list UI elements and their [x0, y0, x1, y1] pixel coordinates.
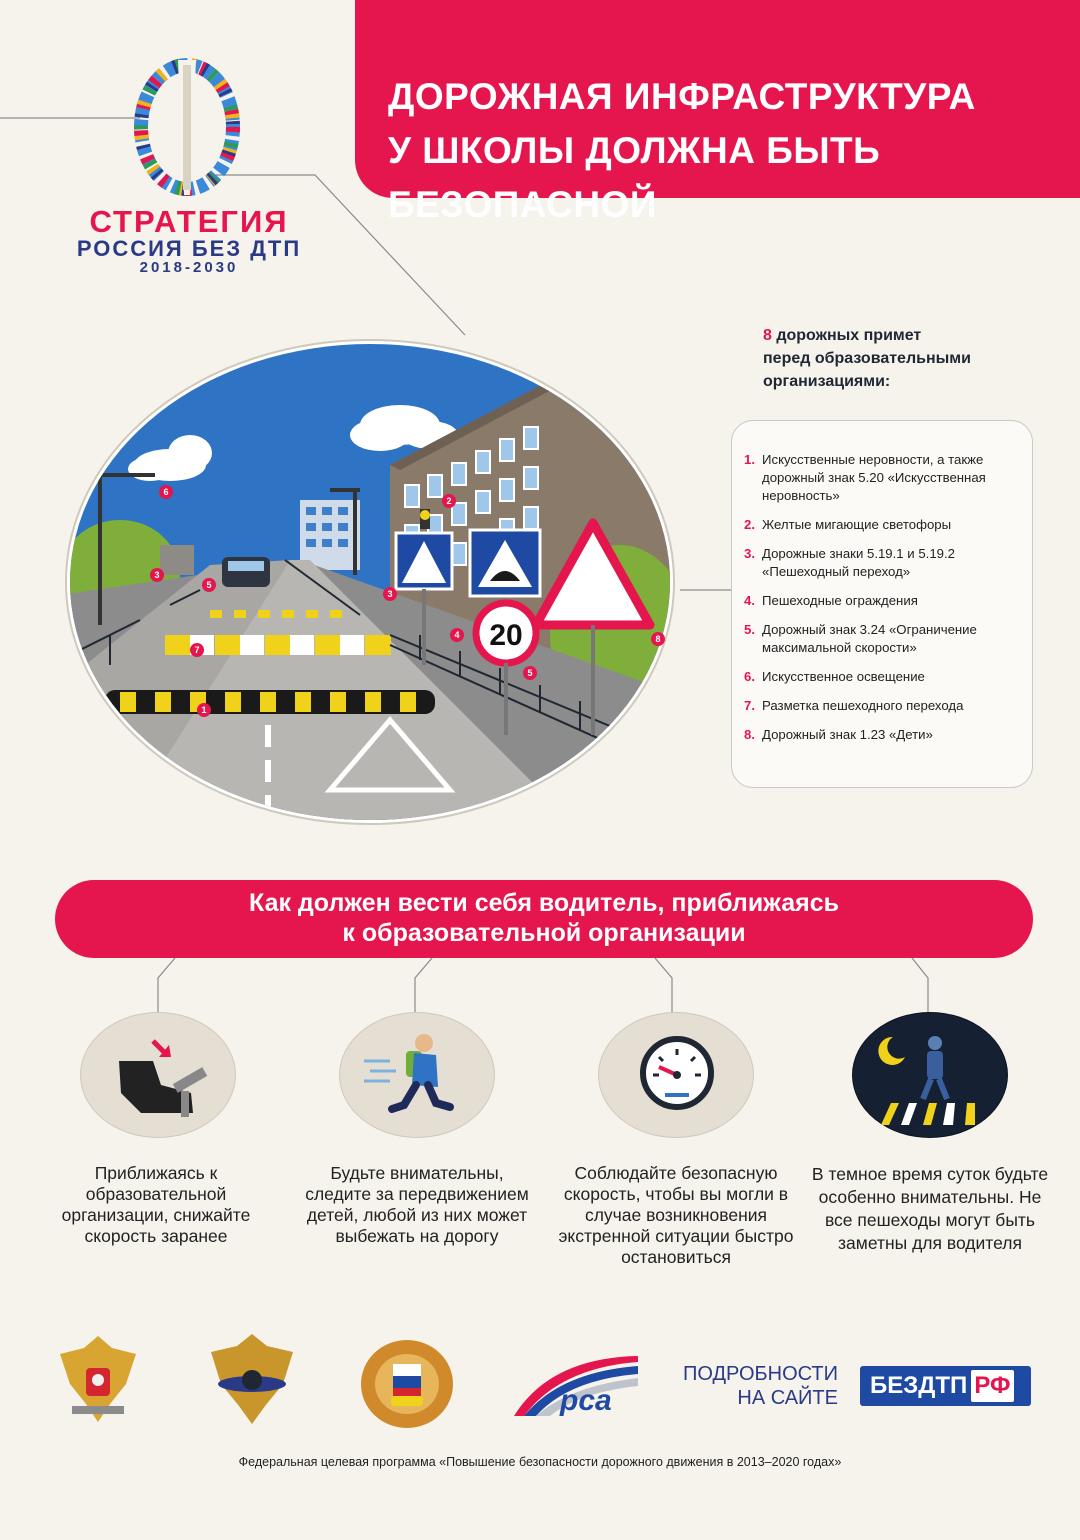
- logo-russia-text: РОССИЯ БЕЗ ДТП: [76, 236, 302, 261]
- list-item: 3. Дорожные знаки 5.19.1 и 5.19.2 «Пешеходный переход»: [744, 546, 956, 579]
- list-item: 6. Искусственное освещение: [744, 669, 925, 684]
- svg-text:6: 6: [163, 487, 169, 497]
- svg-text:3: 3: [387, 589, 393, 599]
- svg-text:8: 8: [655, 634, 661, 644]
- list-item: 5. Дорожный знак 3.24 «Ограничение максимальной скорости»: [744, 622, 977, 655]
- list-item: 1. Искусственные неровности, а также дорожный знак 5.20 «Искусственная неровность»: [744, 452, 986, 503]
- logo-years-text: 2018-2030: [139, 259, 239, 276]
- signs-count: 8: [763, 327, 772, 344]
- title-line-2: У ШКОЛЫ ДОЛЖНА БЫТЬ БЕЗОПАСНОЙ: [388, 130, 881, 225]
- transport-ministry-emblem-icon: [205, 1328, 300, 1428]
- running-child-icon: [339, 1012, 495, 1138]
- svg-text:1: 1: [201, 705, 207, 715]
- foot-brake-icon: [80, 1012, 236, 1138]
- tip-slow-down-text: Приближаясь к образовательной организации, снижайте скорость заранее: [61, 1163, 251, 1246]
- tip-night-text: В темное время суток будьте особенно внимательны. Не все пешеходы могут быть заметны для водителя: [811, 1164, 1049, 1253]
- rsa-logo: [510, 1352, 640, 1418]
- strategy-logo-mark: [130, 55, 245, 200]
- list-item: 7. Разметка пешеходного перехода: [744, 698, 964, 713]
- signs-intro: [763, 324, 1023, 393]
- more-info-label: ПОДРОБНОСТИ НА САЙТЕ: [683, 1363, 838, 1409]
- signs-list: [731, 420, 1033, 788]
- traffic-police-emblem-icon: [357, 1338, 457, 1430]
- tip-safe-speed-text: Соблюдайте безопасную скорость, чтобы вы могли в случае возникновения экстренной ситуации быстро остановиться: [558, 1163, 794, 1267]
- speed-limit-value: 20: [489, 619, 523, 652]
- ministry-emblem-icon: [52, 1328, 144, 1428]
- night-pedestrian-icon: [852, 1012, 1008, 1138]
- signs-intro-line-3: организациями:: [763, 373, 891, 390]
- program-footnote: Федеральная целевая программа «Повышение безопасности дорожного движения в 2013–2020 годах»: [238, 1455, 842, 1469]
- svg-text:3: 3: [154, 570, 160, 580]
- tip-watch-children-text: Будьте внимательны, следите за передвижением детей, любой из них может выбежать на дорогу: [305, 1163, 529, 1246]
- speedometer-icon: [598, 1012, 754, 1138]
- site-domain-rf: РФ: [971, 1370, 1013, 1402]
- svg-text:7: 7: [194, 645, 200, 655]
- title-line-1: ДОРОЖНАЯ ИНФРАСТРУКТУРА: [388, 76, 976, 117]
- svg-text:5: 5: [206, 580, 212, 590]
- rsa-logo-text: рса: [560, 1384, 612, 1417]
- logo-strategy-text: СТРАТЕГИЯ: [89, 204, 289, 239]
- signs-intro-line-1: дорожных примет: [771, 327, 922, 344]
- list-item: 4. Пешеходные ограждения: [744, 593, 918, 608]
- list-item: 2. Желтые мигающие светофоры: [744, 517, 952, 532]
- svg-text:4: 4: [454, 630, 460, 640]
- svg-text:5: 5: [527, 668, 533, 678]
- signs-intro-line-2: перед образовательными: [763, 350, 971, 367]
- site-link-badge[interactable]: БЕЗДТП РФ: [860, 1366, 1031, 1406]
- svg-text:2: 2: [446, 496, 452, 506]
- driver-section-title: Как должен вести себя водитель, приближаясь к образовательной организации: [249, 889, 839, 947]
- school-road-illustration: [60, 335, 680, 830]
- list-item: 8. Дорожный знак 1.23 «Дети»: [744, 727, 933, 742]
